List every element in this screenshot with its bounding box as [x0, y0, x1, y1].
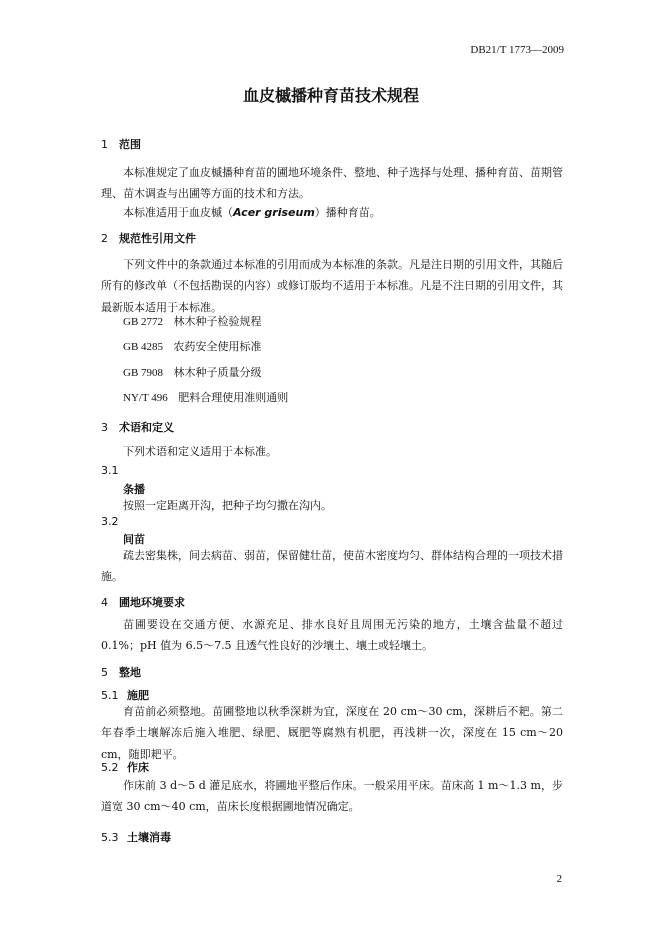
document-code: DB21/T 1773—2009	[470, 44, 564, 56]
paragraph: 下列文件中的条款通过本标准的引用而成为本标准的条款。凡是注日期的引用文件，其随后所有的修改单（不包括勘误的内容）或修订版均不适用于本标准。凡是不注日期的引用文件，其最新版本适用于本标准。	[101, 258, 563, 314]
reference-item	[123, 338, 262, 354]
term-name: 间苗	[123, 533, 145, 546]
text-run: ）播种育苗。	[314, 206, 381, 219]
section-title: 施肥	[127, 689, 149, 702]
term-definition: 按照一定距离开沟，把种子均匀撒在沟内。	[123, 499, 332, 512]
section-title: 术语和定义	[119, 421, 174, 434]
section-heading-terms	[101, 419, 174, 435]
section-number: 3	[101, 421, 108, 434]
section-number: 1	[101, 138, 108, 151]
paragraph: 苗圃要设在交通方便、水源充足、排水良好且周围无污染的地方，土壤含盐量不超过0.1%；pH 值为 6.5～7.5 且透气性良好的沙壤土、壤土或轻壤土。	[101, 618, 563, 653]
reference-name: 农药安全使用标准	[173, 340, 262, 353]
page-number: 2	[556, 873, 562, 885]
section-heading-references	[101, 230, 196, 246]
section-number: 5.2	[101, 761, 119, 774]
paragraph: 育苗前必须整地。苗圃整地以秋季深耕为宜，深度在 20 cm～30 cm，深耕后不耙。第二年春季土壤解冻后施入堆肥、绿肥、厩肥等腐熟有机肥，再浅耕一次，深度在 15 cm～20 cm，随即耙平。	[101, 705, 563, 761]
reference-code: GB 4285	[123, 341, 164, 353]
section-title: 圃地环境要求	[119, 596, 185, 609]
term-number: 3.1	[101, 464, 119, 477]
term-name: 条播	[123, 483, 145, 496]
reference-code: NY/T 496	[123, 392, 168, 404]
reference-name: 肥料合理使用准则通则	[178, 391, 289, 404]
section-title: 范围	[119, 138, 141, 151]
section-title: 土壤消毒	[127, 831, 171, 844]
subsection-heading-bed-making	[101, 759, 149, 775]
subsection-heading-soil-disinfection	[101, 829, 171, 845]
paragraph	[101, 202, 563, 223]
section-title: 整地	[119, 666, 141, 679]
section-heading-site-prep	[101, 664, 141, 680]
section-number: 5	[101, 666, 108, 679]
section-heading-environment	[101, 594, 185, 610]
reference-code: GB 7908	[123, 367, 164, 379]
reference-code: GB 2772	[123, 316, 164, 328]
section-number: 5.1	[101, 689, 119, 702]
term-definition: 疏去密集株，间去病苗、弱苗，保留健壮苗，使苗木密度均匀、群体结构合理的一项技术措施。	[101, 549, 563, 584]
reference-item	[123, 364, 262, 380]
paragraph: 本标准规定了血皮槭播种育苗的圃地环境条件、整地、种子选择与处理、播种育苗、苗期管理、苗木调查与出圃等方面的技术和方法。	[101, 166, 563, 201]
section-heading-scope	[101, 136, 141, 152]
paragraph: 作床前 3 d～5 d 灌足底水，将圃地平整后作床。一般采用平床。苗床高 1 m～1.3 m，步道宽 30 cm～40 cm，苗床长度根据圃地情况确定。	[101, 779, 563, 814]
reference-name: 林木种子质量分级	[173, 366, 262, 379]
document-title: 血皮槭播种育苗技术规程	[242, 86, 419, 105]
section-number: 5.3	[101, 831, 119, 844]
section-title: 规范性引用文件	[119, 232, 196, 245]
section-number: 2	[101, 232, 108, 245]
reference-item	[123, 389, 288, 405]
section-number: 4	[101, 596, 108, 609]
reference-name: 林木种子检验规程	[173, 315, 262, 328]
paragraph: 下列术语和定义适用于本标准。	[123, 445, 277, 458]
reference-item	[123, 313, 262, 329]
latin-name: Acer griseum	[233, 206, 315, 219]
term-number: 3.2	[101, 515, 119, 528]
section-title: 作床	[127, 761, 149, 774]
text-run: 本标准适用于血皮槭（	[123, 206, 233, 219]
